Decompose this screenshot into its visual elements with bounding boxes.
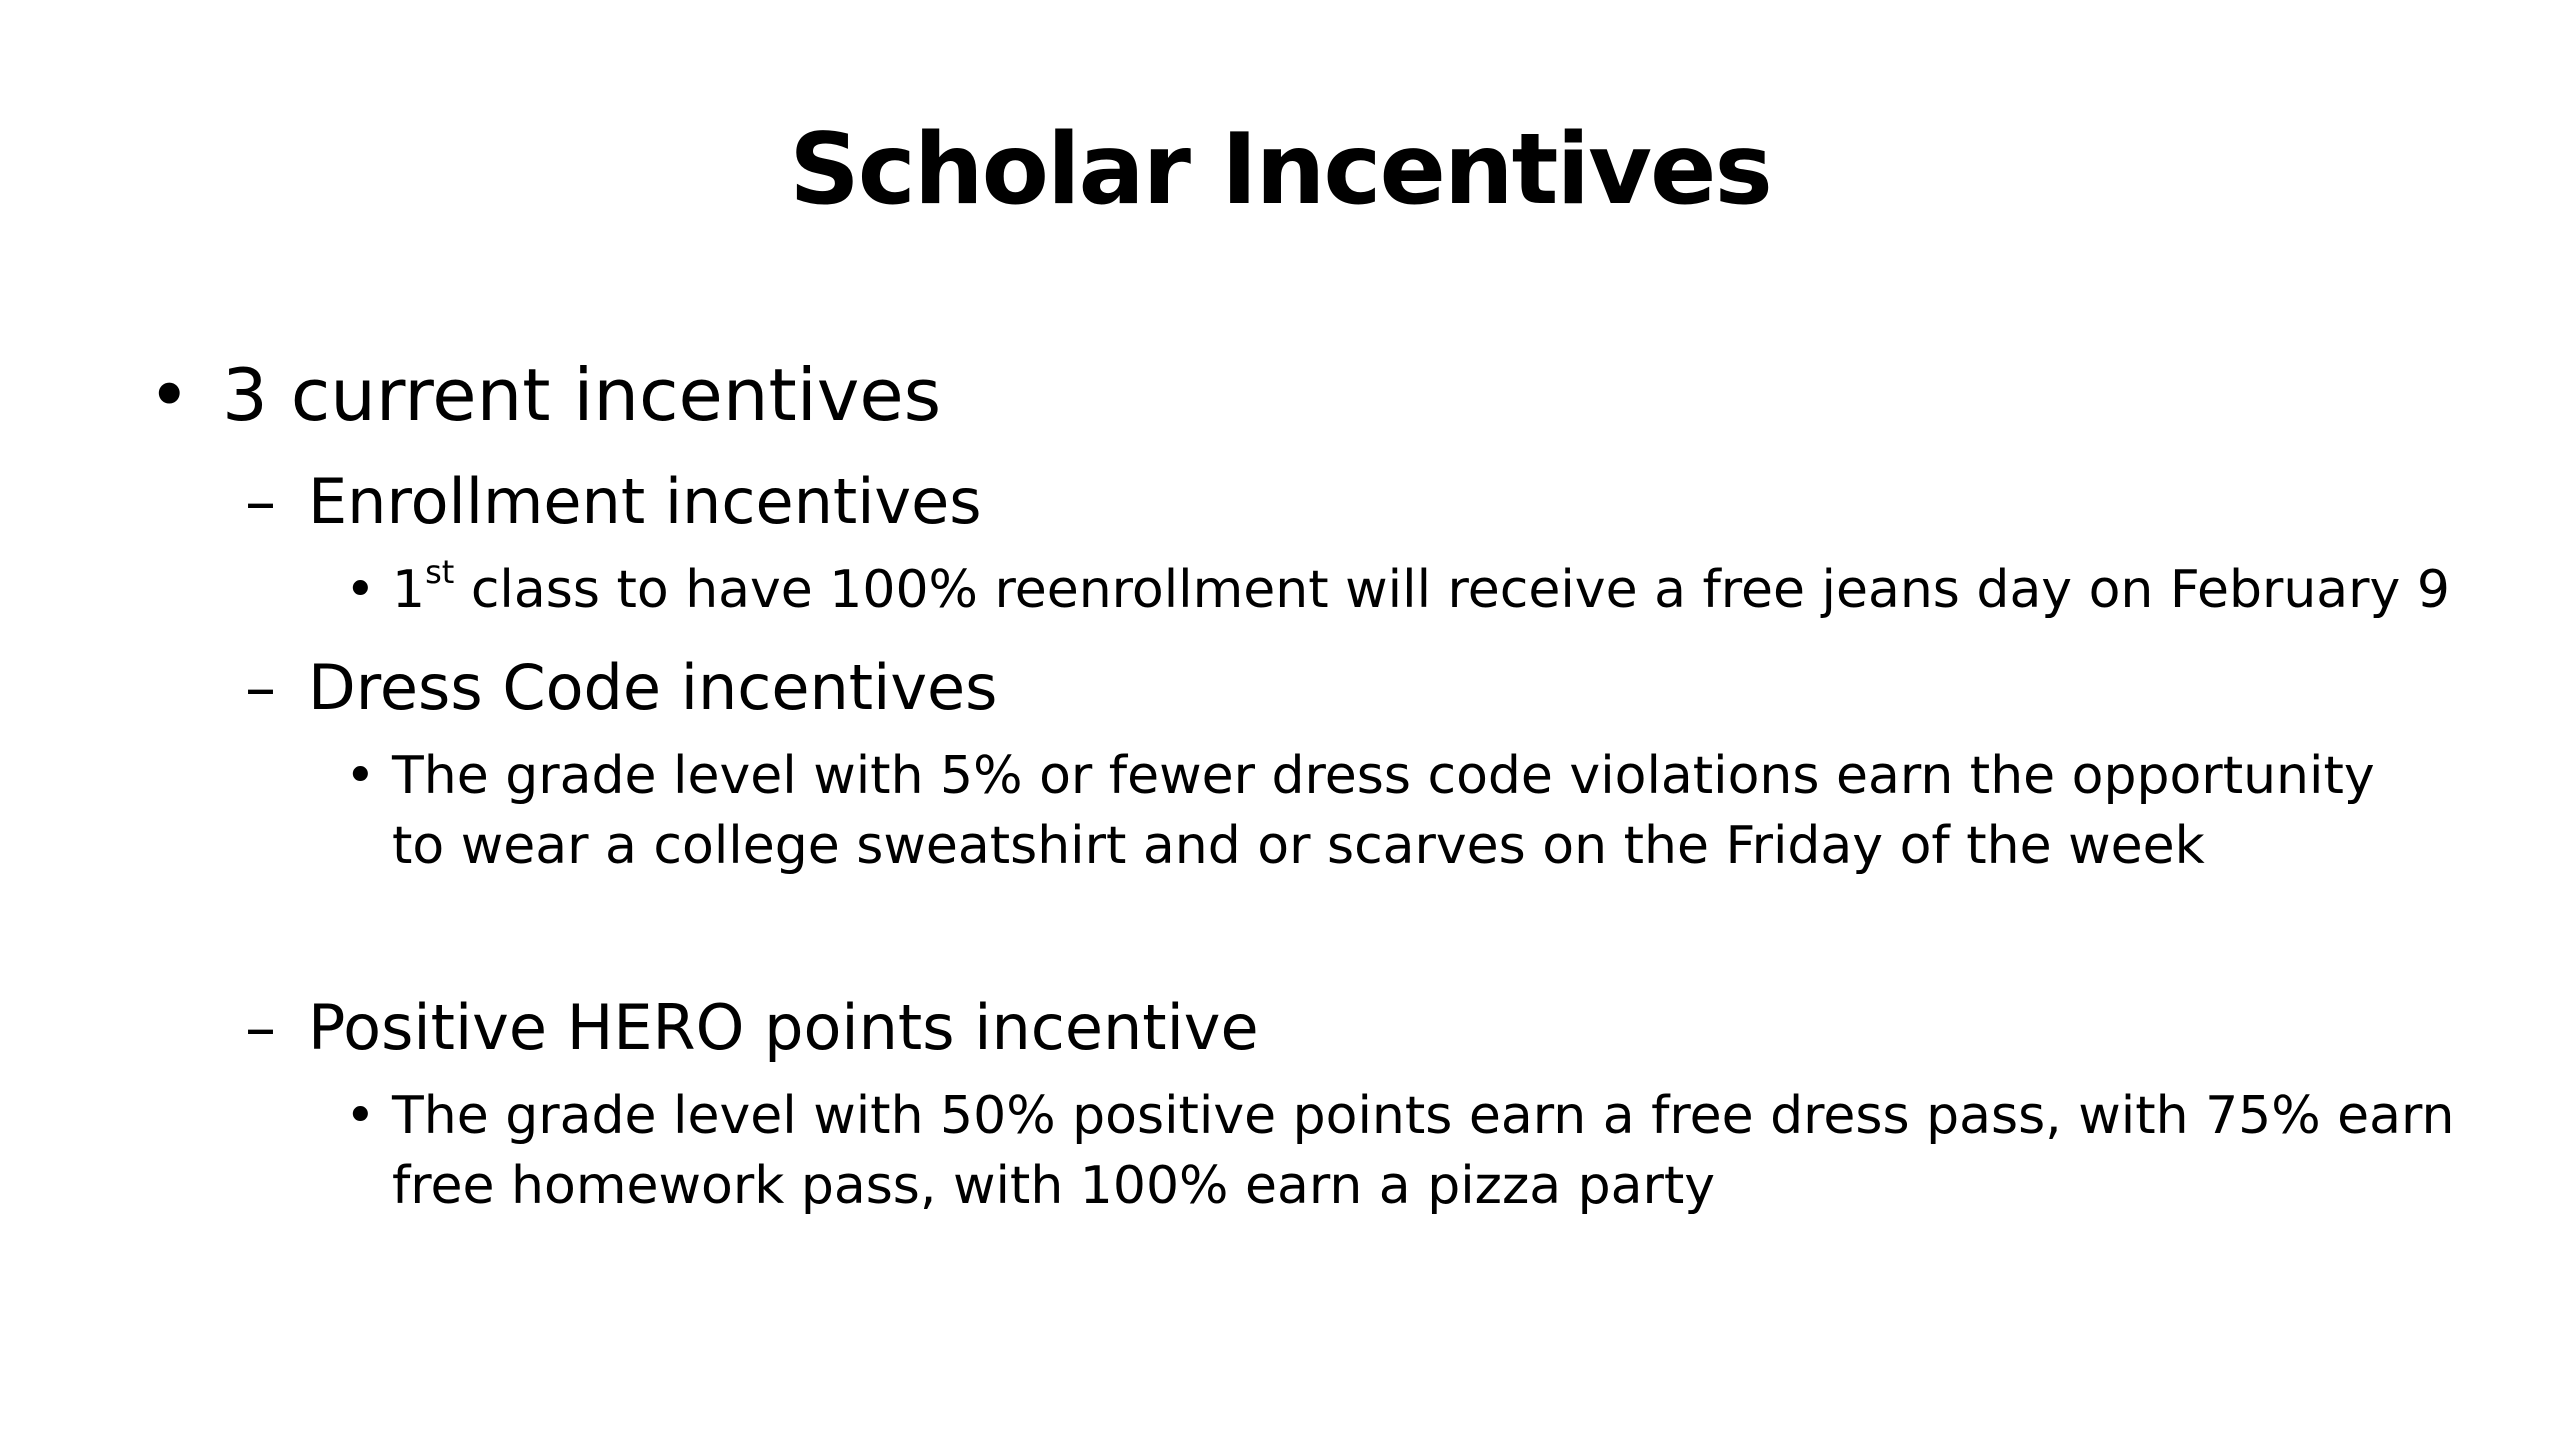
bullet-icon: • bbox=[345, 560, 376, 620]
bullet-icon: • bbox=[345, 1086, 376, 1146]
enrollment-detail-prefix: 1 bbox=[392, 560, 426, 620]
bullet-icon: • bbox=[345, 746, 376, 806]
section-heading-enrollment: Enrollment incentives bbox=[308, 465, 982, 538]
enrollment-detail bbox=[392, 555, 2450, 625]
dash-icon: – bbox=[245, 991, 276, 1064]
bullet-icon: • bbox=[148, 353, 191, 437]
dress-code-detail-line1: The grade level with 5% or fewer dress code violations earn the opportunity bbox=[392, 746, 2375, 806]
dash-icon: – bbox=[245, 465, 276, 538]
dash-icon: – bbox=[245, 651, 276, 724]
enrollment-detail-rest: class to have 100% reenrollment will receive a free jeans day on February 9 bbox=[454, 560, 2450, 620]
section-heading-hero-points: Positive HERO points incentive bbox=[308, 991, 1259, 1064]
dress-code-detail-line2: to wear a college sweatshirt and or scarves on the Friday of the week bbox=[392, 816, 2205, 876]
section-heading-dress-code: Dress Code incentives bbox=[308, 651, 998, 724]
enrollment-detail-superscript: st bbox=[425, 553, 455, 591]
hero-points-detail-line2: free homework pass, with 100% earn a pizza party bbox=[392, 1156, 1716, 1216]
main-bullet-text: 3 current incentives bbox=[222, 353, 942, 437]
hero-points-detail-line1: The grade level with 50% positive points earn a free dress pass, with 75% earn bbox=[392, 1086, 2455, 1146]
slide-title: Scholar Incentives bbox=[789, 113, 1771, 227]
